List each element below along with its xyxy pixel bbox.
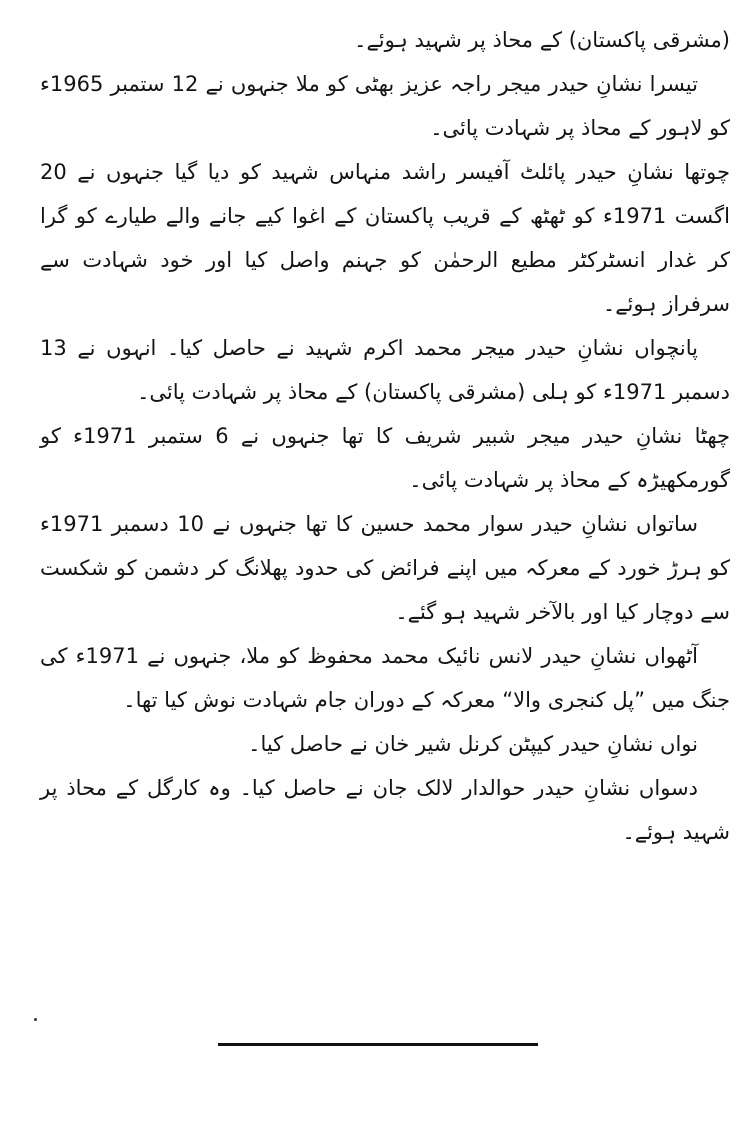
paragraph-eighth-nishan: آٹھواں نشانِ حیدر لانس نائیک محمد محفوظ کو ملا، جنہوں نے 1971ء کی جنگ میں ”پل کنجری والا“ معرکہ کے دوران جام شہادت نوش کیا تھا۔	[40, 644, 730, 712]
paragraph-tenth-nishan: دسواں نشانِ حیدر حوالدار لالک جان نے حاصل کیا۔ وہ کارگل کے محاذ پر شہید ہوئے۔	[40, 776, 730, 844]
paragraph-continuation: (مشرقی پاکستان) کے محاذ پر شہید ہوئے۔	[354, 28, 730, 52]
scan-speck	[34, 1018, 37, 1021]
document-page	[40, 18, 730, 854]
paragraph-fourth-nishan: چوتھا نشانِ حیدر پائلٹ آفیسر راشد منہاس شہید کو دیا گیا جنہوں نے 20 اگست 1971ء کو ٹھٹھ کے قریب پاکستان کے اغوا کیے جانے والے طیارے کو گرا کر غدار انسٹرکٹر مطیع الرحمٰن کو جہنم واصل کیا اور خود شہادت سے سرفراز ہوئے۔	[40, 160, 730, 316]
paragraph-ninth-nishan: نواں نشانِ حیدر کیپٹن کرنل شیر خان نے حاصل کیا۔	[248, 732, 698, 756]
paragraph-fifth-nishan: پانچواں نشانِ حیدر میجر محمد اکرم شہید نے حاصل کیا۔ انہوں نے 13 دسمبر 1971ء کو ہلی (مشرقی پاکستان) کے محاذ پر شہادت پائی۔	[40, 336, 730, 404]
paragraph-seventh-nishan: ساتواں نشانِ حیدر سوار محمد حسین کا تھا جنہوں نے 10 دسمبر 1971ء کو ہرڑ خورد کے معرکہ میں اپنے فرائض کی حدود پھلانگ کر دشمن کو شکست سے دوچار کیا اور بالآخر شہید ہو گئے۔	[40, 512, 730, 624]
paragraph-third-nishan: تیسرا نشانِ حیدر میجر راجہ عزیز بھٹی کو ملا جنہوں نے 12 ستمبر 1965ء کو لاہور کے محاذ پر شہادت پائی۔	[40, 72, 730, 140]
paragraph-sixth-nishan: چھٹا نشانِ حیدر میجر شبیر شریف کا تھا جنہوں نے 6 ستمبر 1971ء کو گورمکھیڑہ کے محاذ پر شہادت پائی۔	[40, 424, 730, 492]
footer-divider	[218, 1043, 538, 1046]
